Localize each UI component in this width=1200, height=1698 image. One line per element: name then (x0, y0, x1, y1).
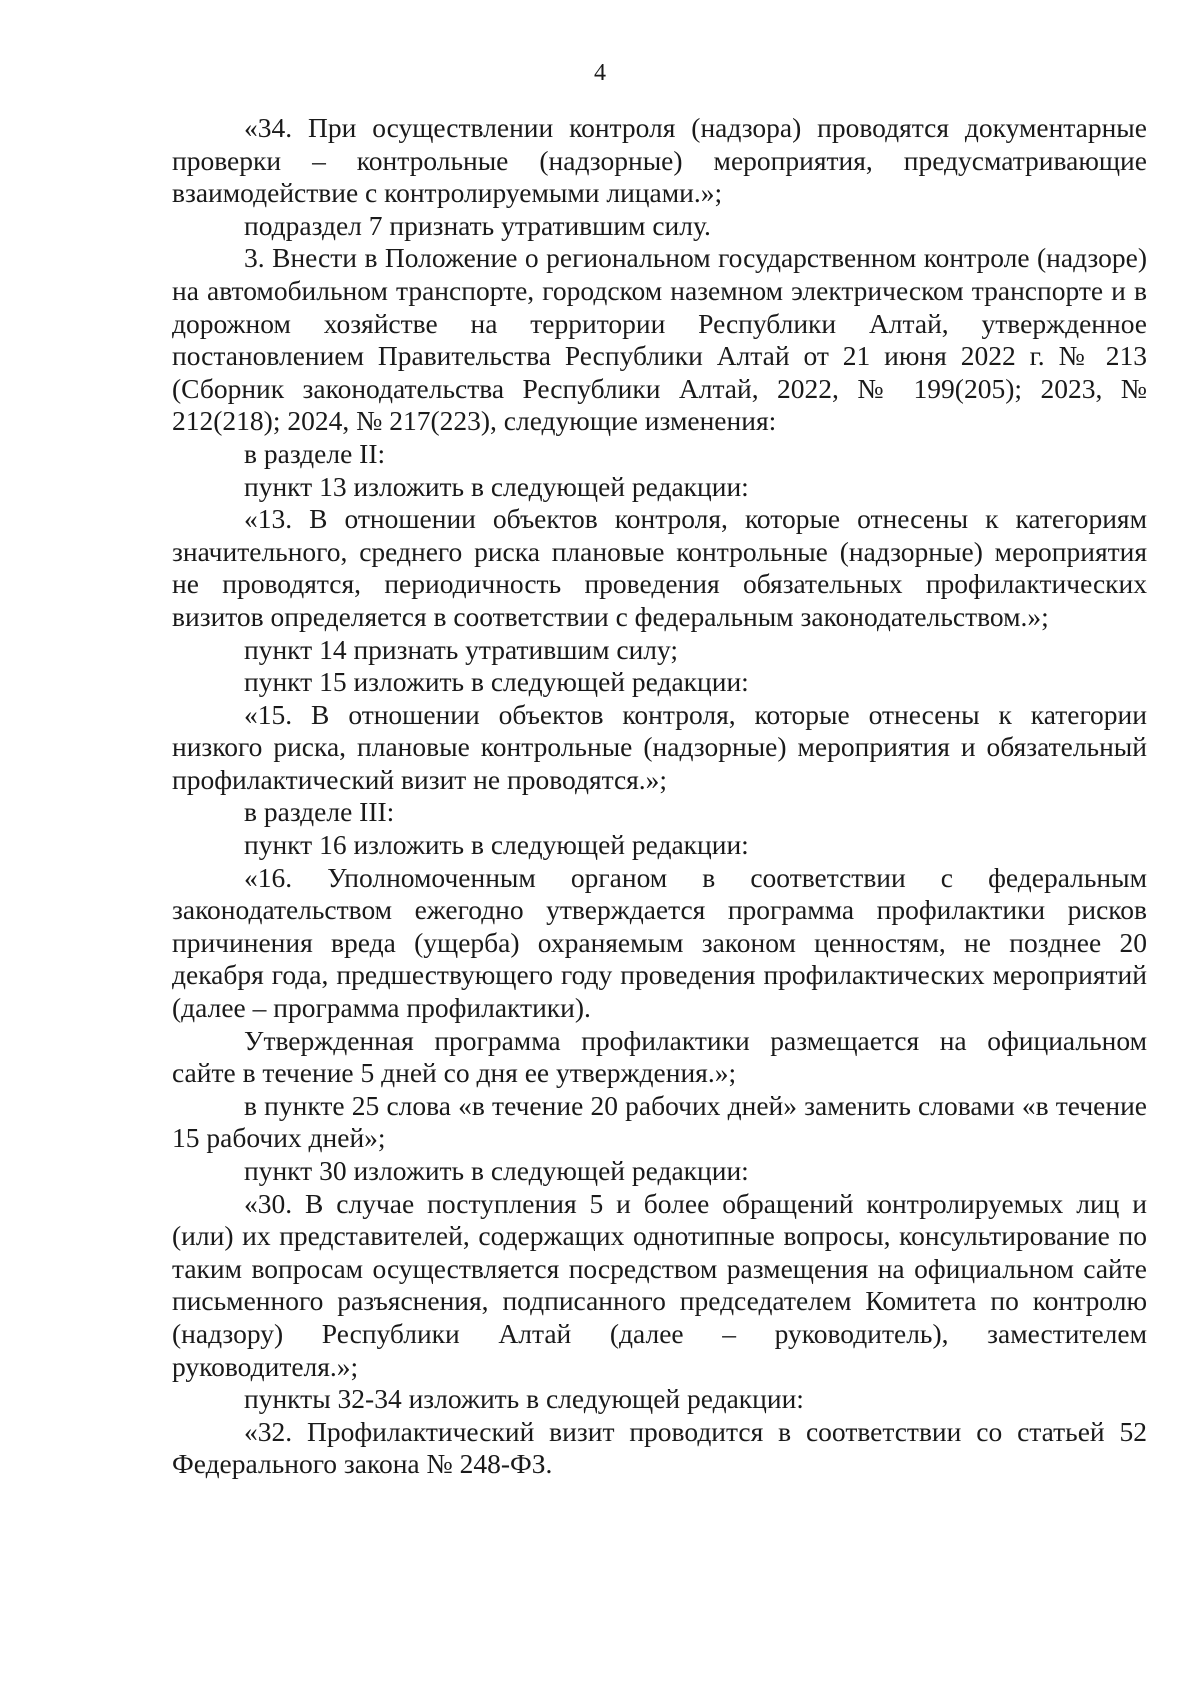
paragraph-item-16-text: «16. Уполномоченным органом в соответствии с федеральным законодательством ежегодно утверждается программа профилактики рисков причинения вреда (ущерба) охраняемым законом ценностям, не позднее 20 декабря года, предшествующего году проведения профилактических мероприятий (далее – программа профилактики). (172, 861, 1147, 1024)
paragraph-item-15-intro: пункт 15 изложить в следующей редакции: (244, 666, 749, 698)
paragraph-item-13-text: «13. В отношении объектов контроля, которые отнесены к категориям значительного, среднего риска плановые контрольные (надзорные) мероприятия не проводятся, периодичность проведения обязательных профилактических визитов определяется в соответствии с федеральным законодательством.»; (172, 503, 1147, 632)
paragraph-program-publication: Утвержденная программа профилактики размещается на официальном сайте в течение 5 дней со дня ее утверждения.»; (172, 1024, 1147, 1089)
paragraph-item-25-change: в пункте 25 слова «в течение 20 рабочих дней» заменить словами «в течение 15 рабочих дней»; (172, 1089, 1147, 1154)
paragraph-section-3: в разделе III: (244, 796, 395, 828)
paragraph-item-30-text: «30. В случае поступления 5 и более обращений контролируемых лиц и (или) их представителей, содержащих однотипные вопросы, консультирование по таким вопросам осуществляется посредством размещения на официальном сайте письменного разъяснения, подписанного председателем Комитета по контролю (надзору) Республики Алтай (далее – руководитель), заместителем руководителя.»; (172, 1187, 1147, 1382)
paragraph-section-2: в разделе II: (244, 437, 386, 469)
document-body (172, 112, 1147, 1481)
paragraph-item-15-text: «15. В отношении объектов контроля, которые отнесены к категории низкого риска, плановые контрольные (надзорные) мероприятия и обязательный профилактический визит не проводятся.»; (172, 698, 1147, 795)
paragraph-amendment-3: 3. Внести в Положение о региональном государственном контроле (надзоре) на автомобильном транспорте, городском наземном электрическом транспорте и в дорожном хозяйстве на территории Республики Алтай, утвержденное постановлением Правительства Республики Алтай от 21 июня 2022 г. № 213 (Сборник законодательства Республики Алтай, 2022, № 199(205); 2023, № 212(218); 2024, № 217(223), следующие изменения: (172, 242, 1147, 437)
paragraph-items-32-34-intro: пункты 32-34 изложить в следующей редакции: (244, 1383, 804, 1415)
page-number: 4 (594, 60, 606, 86)
paragraph-item-13-intro: пункт 13 изложить в следующей редакции: (244, 470, 749, 502)
paragraph-item-34: «34. При осуществлении контроля (надзора) проводятся документарные проверки – контрольные (надзорные) мероприятия, предусматривающие взаимодействие с контролируемыми лицами.»; (172, 112, 1147, 209)
paragraph-subsection-7-void: подраздел 7 признать утратившим силу. (244, 209, 711, 241)
paragraph-item-14-void: пункт 14 признать утратившим силу; (244, 633, 679, 665)
paragraph-item-30-intro: пункт 30 изложить в следующей редакции: (244, 1155, 749, 1186)
paragraph-item-16-intro: пункт 16 изложить в следующей редакции: (244, 829, 749, 861)
paragraph-item-32-text: «32. Профилактический визит проводится в соответствии со статьей 52 Федерального закона № 248-ФЗ. (172, 1415, 1147, 1480)
